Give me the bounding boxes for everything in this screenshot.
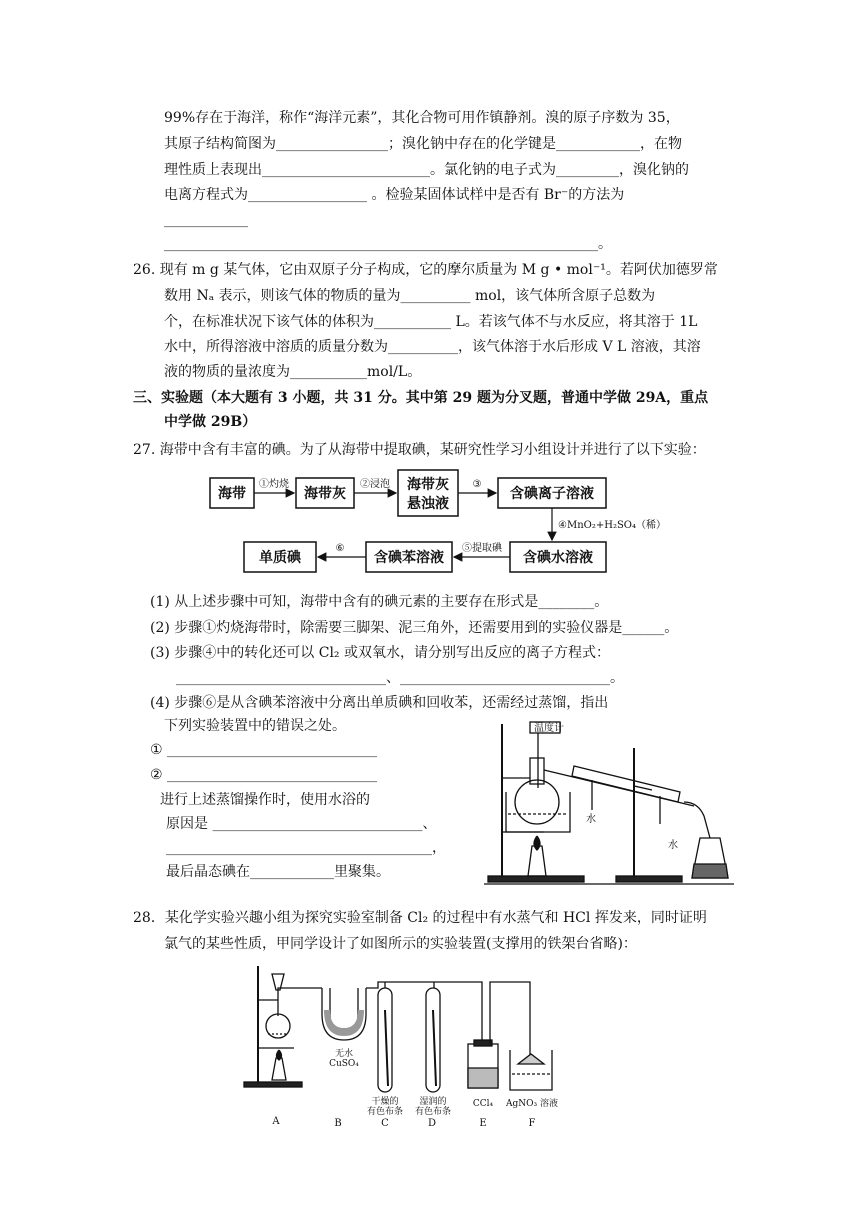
- flow-step-1: ①灼烧: [259, 479, 289, 490]
- flow-label-seaweed: 海带: [218, 486, 246, 502]
- q27-part-4-line-1: (4) 步骤⑥是从含碘苯溶液中分离出单质碘和回收苯，还需经过蒸馏，指出: [150, 695, 609, 711]
- q25-line-1: 99%存在于海洋，称作“海洋元素”，其化合物可用作镇静剂。溴的原子序数为 35，: [164, 110, 680, 126]
- q28-line-1: 28．某化学实验兴趣小组为探究实验室制备 Cl₂ 的过程中有水蒸气和 HCl 挥发来，同时证明: [133, 910, 707, 926]
- apparatus-label-e: E: [479, 1118, 487, 1129]
- q27-part-2: (2) 步骤①灼烧海带时，除需要三脚架、泥三角外，还需要用到的实验仪器是______。: [150, 620, 679, 636]
- q27-part-4-line-2: 下列实验装置中的错误之处。: [164, 718, 346, 734]
- wet-cloth-label-2: 有色布条: [414, 1107, 452, 1117]
- flow-label-iodine-benzene: 含碘苯溶液: [374, 550, 444, 566]
- chlorine-apparatus: [238, 960, 558, 1132]
- q27-part-3: (3) 步骤④中的转化还可以 Cl₂ 或双氧水，请分别写出反应的离子方程式：: [150, 645, 610, 661]
- flow-label-suspension-1: 海带灰: [407, 477, 449, 493]
- q25-line-3: 理性质上表现出________________________。氯化钠的电子式为_________，溴化钠的: [164, 162, 689, 178]
- flow-label-ash: 海带灰: [304, 486, 346, 502]
- apparatus-label-a: A: [272, 1116, 280, 1127]
- agno3-label: AgNO₃ 溶液: [506, 1099, 558, 1109]
- q28-line-2: 氯气的某些性质，甲同学设计了如图所示的实验装置(支撑用的铁架台省略)：: [164, 936, 637, 952]
- apparatus-label-b: B: [334, 1118, 342, 1129]
- dry-cloth-label-1: 干燥的: [371, 1097, 399, 1107]
- cuso4-label-1: 无水: [334, 1049, 354, 1059]
- flow-label-iodine: 单质碘: [259, 550, 301, 566]
- q26-line-2: 数用 Nₐ 表示，则该气体的物质的量为__________ mol，该气体所含原子总数为: [164, 288, 656, 304]
- q26-line-4: 水中，所得溶液中溶质的质量分数为__________，该气体溶于水后形成 V L 溶液，其溶: [164, 339, 701, 355]
- apparatus-label-d: D: [427, 1118, 437, 1129]
- q27-water-bath-line-4: 最后晶态碘在____________里聚集。: [166, 864, 390, 880]
- flow-label-iodide-solution: 含碘离子溶液: [510, 486, 594, 502]
- thermometer-label: 温度计: [534, 723, 564, 734]
- q26-line-1: 26. 现有 m g 某气体，它由双原子分子构成，它的摩尔质量为 M g • mol⁻¹。若阿伏加德罗常: [133, 262, 718, 278]
- apparatus-label-f: F: [528, 1118, 536, 1129]
- apparatus-label-c: C: [381, 1118, 389, 1129]
- iodine-extraction-flowchart: [200, 464, 760, 586]
- q25-line-4: 电离方程式为_________________ 。检验某固体试样中是否有 Br⁻的方法为: [164, 187, 625, 203]
- q27-water-bath-line-3: ______________________________________，: [166, 840, 446, 856]
- q25-line-6: ______________________________________________________________。: [164, 236, 612, 252]
- ccl4-label: CCl₄: [472, 1099, 494, 1109]
- q27-part-3-blanks: ______________________________、______________________________。: [176, 670, 624, 686]
- flow-step-3: ③: [472, 479, 482, 490]
- section-heading-line-2: 中学做 29B）: [164, 414, 257, 430]
- q27-intro: 27. 海带中含有丰富的碘。为了从海带中提取碘，某研究性学习小组设计并进行了以下实验：: [133, 442, 706, 458]
- q26-line-5: 液的物质的量浓度为___________mol/L。: [164, 364, 422, 380]
- section-heading-line-1: 三、实验题（本大题有 3 小题，共 31 分。其中第 29 题为分叉题，普通中学做 29A，重点: [133, 390, 709, 406]
- q27-water-bath-line-1: 进行上述蒸馏操作时，使用水浴的: [160, 792, 370, 808]
- q27-water-bath-line-2: 原因是 ______________________________、: [166, 816, 437, 832]
- q26-line-3: 个，在标准状况下该气体的体积为___________ L。若该气体不与水反应，将其溶于 1L: [164, 314, 698, 330]
- flow-label-suspension-2: 悬浊液: [407, 496, 449, 512]
- dry-cloth-label-2: 有色布条: [366, 1107, 404, 1117]
- wet-cloth-label-1: 湿润的: [419, 1097, 447, 1107]
- flow-step-2: ②浸泡: [360, 479, 390, 490]
- q25-line-2: 其原子结构简图为________________；溴化钠中存在的化学键是____________，在物: [164, 136, 682, 152]
- water-label-1: 水: [586, 814, 596, 825]
- flow-step-6: ⑥: [335, 543, 345, 554]
- distillation-apparatus: [484, 718, 734, 888]
- flow-step-5: ⑤提取碘: [462, 543, 502, 554]
- water-label-2: 水: [668, 840, 678, 851]
- q27-error-2: ② ______________________________: [150, 767, 378, 783]
- flow-label-iodine-water: 含碘水溶液: [523, 550, 593, 566]
- q27-part-1: (1) 从上述步骤中可知，海带中含有的碘元素的主要存在形式是________。: [150, 594, 609, 610]
- flow-step-4: ④MnO₂+H₂SO₄（稀）: [558, 520, 667, 531]
- q27-error-1: ① ______________________________: [150, 742, 378, 758]
- cuso4-label-2: CuSO₄: [329, 1059, 359, 1069]
- q25-line-5: ____________: [164, 212, 248, 228]
